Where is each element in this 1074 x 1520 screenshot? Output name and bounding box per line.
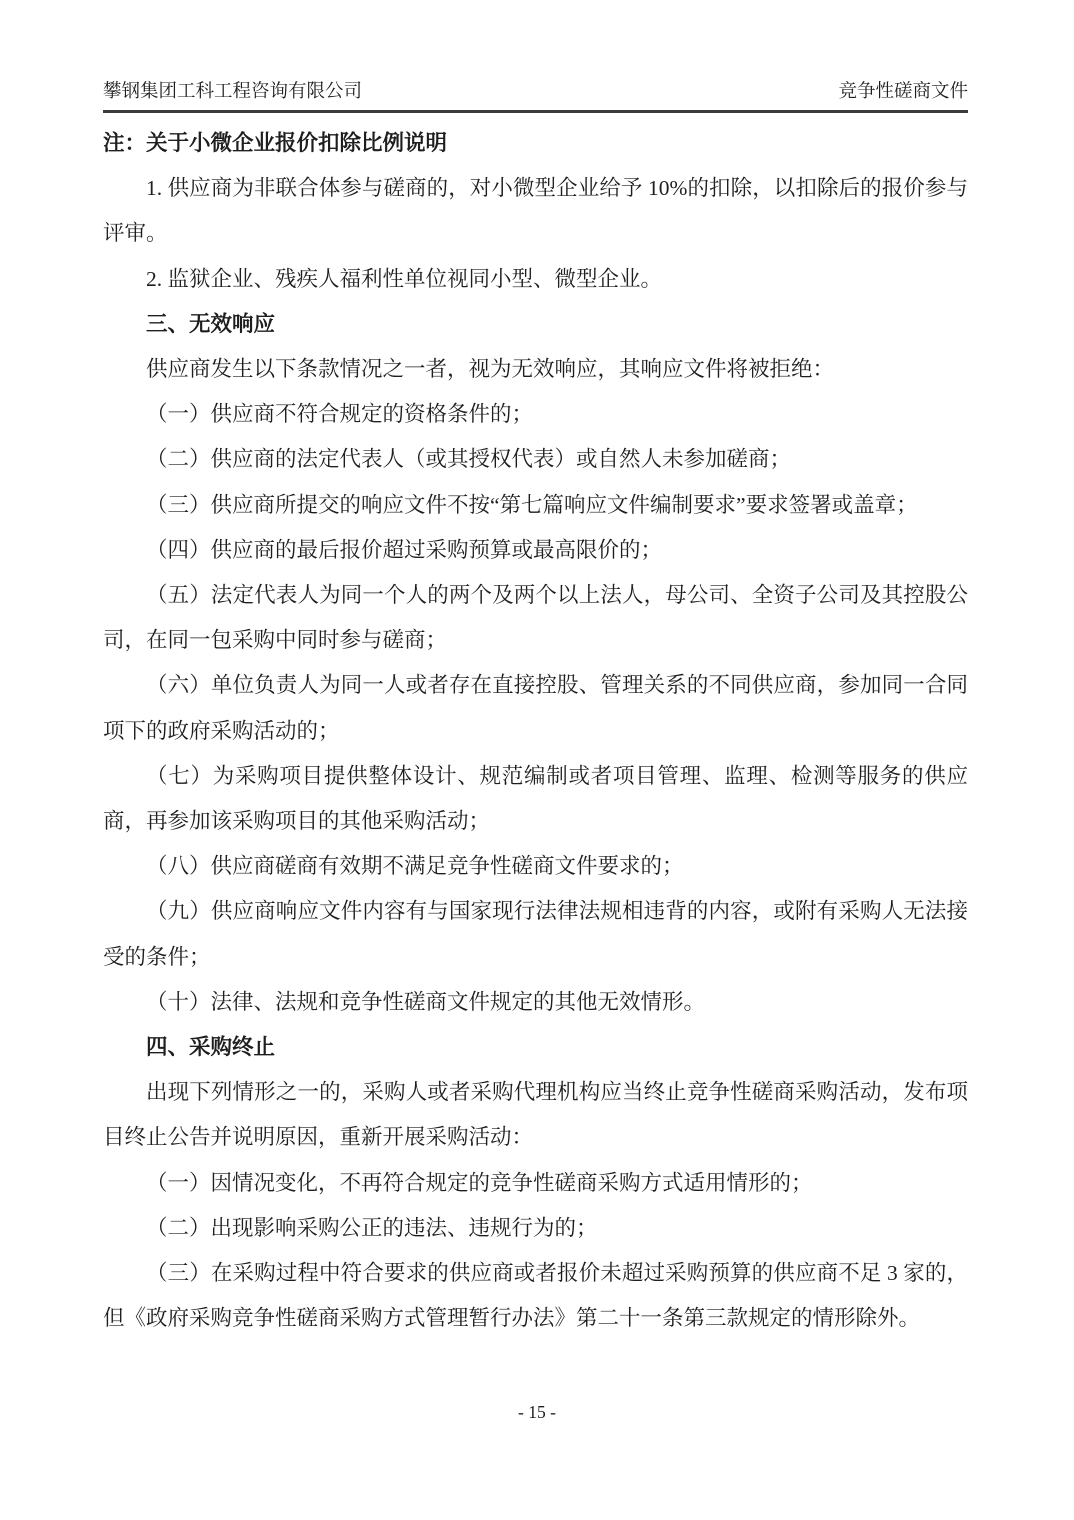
header-company-name: 攀钢集团工科工程咨询有限公司 [103,82,363,102]
section-3-item-1: （一）供应商不符合规定的资格条件的； [146,402,534,427]
section-4-intro: 出现下列情形之一的，采购人或者采购代理机构应当终止竞争性磋商采购活动，发布项目终止公告并说明原因，重新开展采购活动： [103,1080,968,1150]
document-body [103,121,968,1341]
section-3-item-9: （九）供应商响应文件内容有与国家现行法律法规相违背的内容，或附有采购人无法接受的条件； [103,899,968,969]
section-3-item-10: （十）法律、法规和竞争性磋商文件规定的其他无效情形。 [146,989,706,1014]
section-4-item-1: （一）因情况变化，不再符合规定的竞争性磋商采购方式适用情形的； [146,1170,813,1195]
section-3-item-8: （八）供应商磋商有效期不满足竞争性磋商文件要求的； [146,854,684,879]
section-3-heading: 三、无效响应 [146,311,276,336]
section-3-item-7: （七）为采购项目提供整体设计、规范编制或者项目管理、监理、检测等服务的供应商，再参加该采购项目的其他采购活动； [103,763,968,834]
section-3-item-4: （四）供应商的最后报价超过采购预算或最高限价的； [146,537,663,562]
note-item-1: 1. 供应商为非联合体参与磋商的，对小微型企业给予 10%的扣除，以扣除后的报价参与评审。 [103,176,968,246]
section-3-item-5: （五）法定代表人为同一个人的两个及两个以上法人，母公司、全资子公司及其控股公司，在同一包采购中同时参与磋商； [103,583,968,653]
page-header [103,80,968,113]
note-item-2: 2. 监狱企业、残疾人福利性单位视同小型、微型企业。 [146,266,663,291]
note-title: 注：关于小微企业报价扣除比例说明 [103,131,448,155]
section-3-item-3: （三）供应商所提交的响应文件不按“第七篇响应文件编制要求”要求签署或盖章； [146,492,918,517]
section-3-item-2: （二）供应商的法定代表人（或其授权代表）或自然人未参加磋商； [146,447,792,472]
section-3-intro: 供应商发生以下条款情况之一者，视为无效响应，其响应文件将被拒绝： [146,357,835,382]
page-number: - 15 - [518,1402,556,1422]
section-3-item-6: （六）单位负责人为同一人或者存在直接控股、管理关系的不同供应商，参加同一合同项下的政府采购活动的； [103,673,968,743]
section-4-item-2: （二）出现影响采购公正的违法、违规行为的； [146,1215,598,1240]
page-footer [0,1400,1074,1424]
section-4-heading: 四、采购终止 [146,1035,276,1060]
header-doc-type: 竞争性磋商文件 [838,82,968,102]
section-4-item-3: （三）在采购过程中符合要求的供应商或者报价未超过采购预算的供应商不足 3 家的，但《政府采购竞争性磋商采购方式管理暂行办法》第二十一条第三款规定的情形除外。 [103,1261,968,1331]
